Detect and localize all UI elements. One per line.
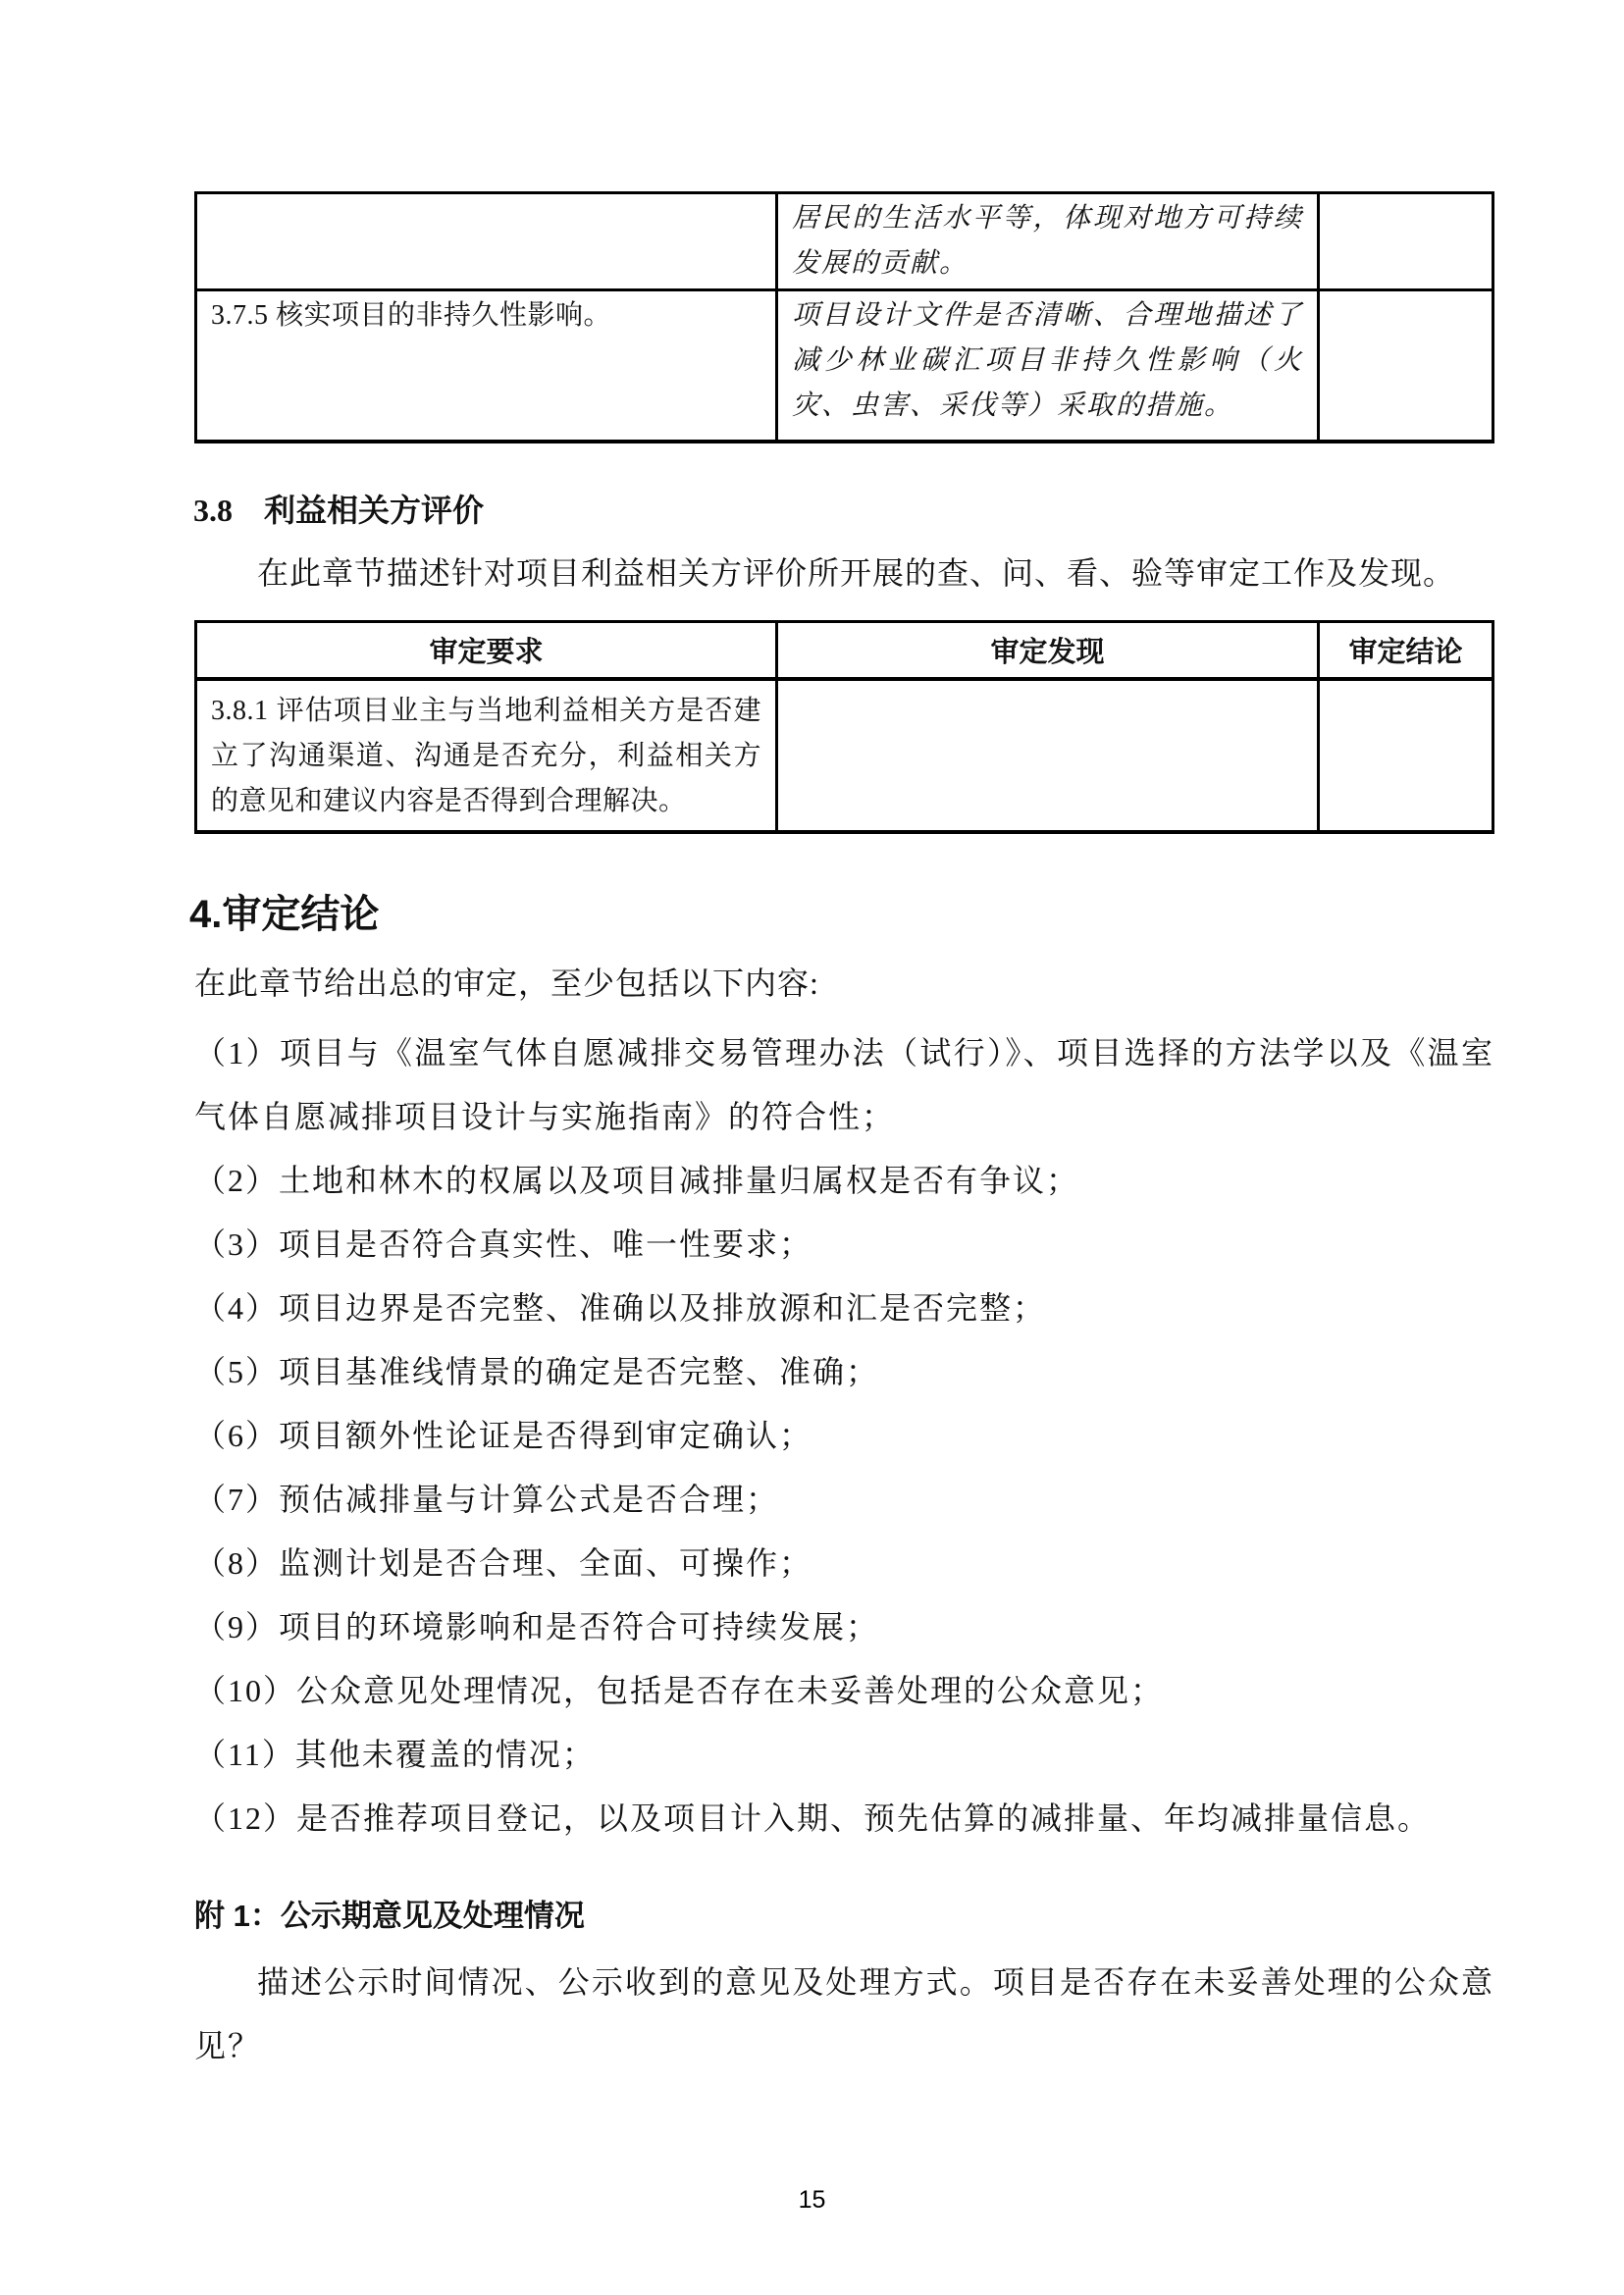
section-3-8-intro: 在此章节描述针对项目利益相关方评价所开展的查、问、看、验等审定工作及发现。 xyxy=(257,555,1456,591)
cell-audit-finding xyxy=(777,679,1319,832)
cell-audit-finding: 居民的生活水平等，体现对地方可持续发展的贡献。 xyxy=(777,193,1319,290)
conclusion-item: （3）项目是否符合真实性、唯一性要求； xyxy=(194,1226,813,1262)
section-3-8-number: 3.8 xyxy=(193,493,233,528)
section-4-heading: 4.审定结论 xyxy=(189,893,380,936)
conclusion-item: （12）是否推荐项目登记，以及项目计入期、预先估算的减排量、年均减排量信息。 xyxy=(194,1800,1432,1836)
conclusion-item: （7）预估减排量与计算公式是否合理； xyxy=(194,1482,780,1517)
stakeholder-evaluation-table xyxy=(194,620,1494,834)
page-number: 15 xyxy=(798,2186,826,2214)
cell-audit-conclusion xyxy=(1319,290,1493,442)
header-audit-conclusion: 审定结论 xyxy=(1319,622,1493,679)
continuation-table xyxy=(194,191,1494,443)
conclusion-item: （2）土地和林木的权属以及项目减排量归属权是否有争议； xyxy=(194,1163,1080,1198)
cell-audit-finding: 项目设计文件是否清晰、合理地描述了减少林业碳汇项目非持久性影响（火灾、虫害、采伐等）采取的措施。 xyxy=(777,290,1319,442)
appendix-1-heading: 附 1：公示期意见及处理情况 xyxy=(194,1899,585,1933)
cell-audit-requirement xyxy=(196,193,777,290)
header-audit-finding: 审定发现 xyxy=(777,622,1319,679)
conclusion-item: （1）项目与《温室气体自愿减排交易管理办法（试行）》、项目选择的方法学以及《温室气体自愿减排项目设计与实施指南》的符合性； xyxy=(194,1035,1494,1134)
appendix-1-body: 描述公示时间情况、公示收到的意见及处理方式。项目是否存在未妥善处理的公众意见？ xyxy=(194,1964,1494,2063)
section-3-8-title: 利益相关方评价 xyxy=(264,493,485,528)
section-3-8-heading xyxy=(193,491,484,530)
conclusion-item: （10）公众意见处理情况，包括是否存在未妥善处理的公众意见； xyxy=(194,1673,1165,1708)
table-row xyxy=(196,290,1493,442)
conclusion-item: （11）其他未覆盖的情况； xyxy=(194,1737,596,1772)
conclusion-item: （4）项目边界是否完整、准确以及排放源和汇是否完整； xyxy=(194,1290,1047,1326)
conclusion-item: （9）项目的环境影响和是否符合可持续发展； xyxy=(194,1609,880,1644)
conclusion-item: （8）监测计划是否合理、全面、可操作； xyxy=(194,1545,813,1581)
cell-audit-requirement: 3.7.5 核实项目的非持久性影响。 xyxy=(196,290,777,442)
cell-audit-conclusion xyxy=(1319,679,1493,832)
cell-audit-requirement: 3.8.1 评估项目业主与当地利益相关方是否建立了沟通渠道、沟通是否充分，利益相关方的意见和建议内容是否得到合理解决。 xyxy=(196,679,777,832)
conclusion-item: （5）项目基准线情景的确定是否完整、准确； xyxy=(194,1354,880,1389)
cell-audit-conclusion xyxy=(1319,193,1493,290)
conclusion-item: （6）项目额外性论证是否得到审定确认； xyxy=(194,1418,813,1453)
section-4-intro: 在此章节给出总的审定，至少包括以下内容: xyxy=(194,965,819,1001)
conclusion-item-list xyxy=(194,1021,1494,1851)
table-header-row xyxy=(196,622,1493,679)
header-audit-requirement: 审定要求 xyxy=(196,622,777,679)
table-row xyxy=(196,679,1493,832)
table-row xyxy=(196,193,1493,290)
